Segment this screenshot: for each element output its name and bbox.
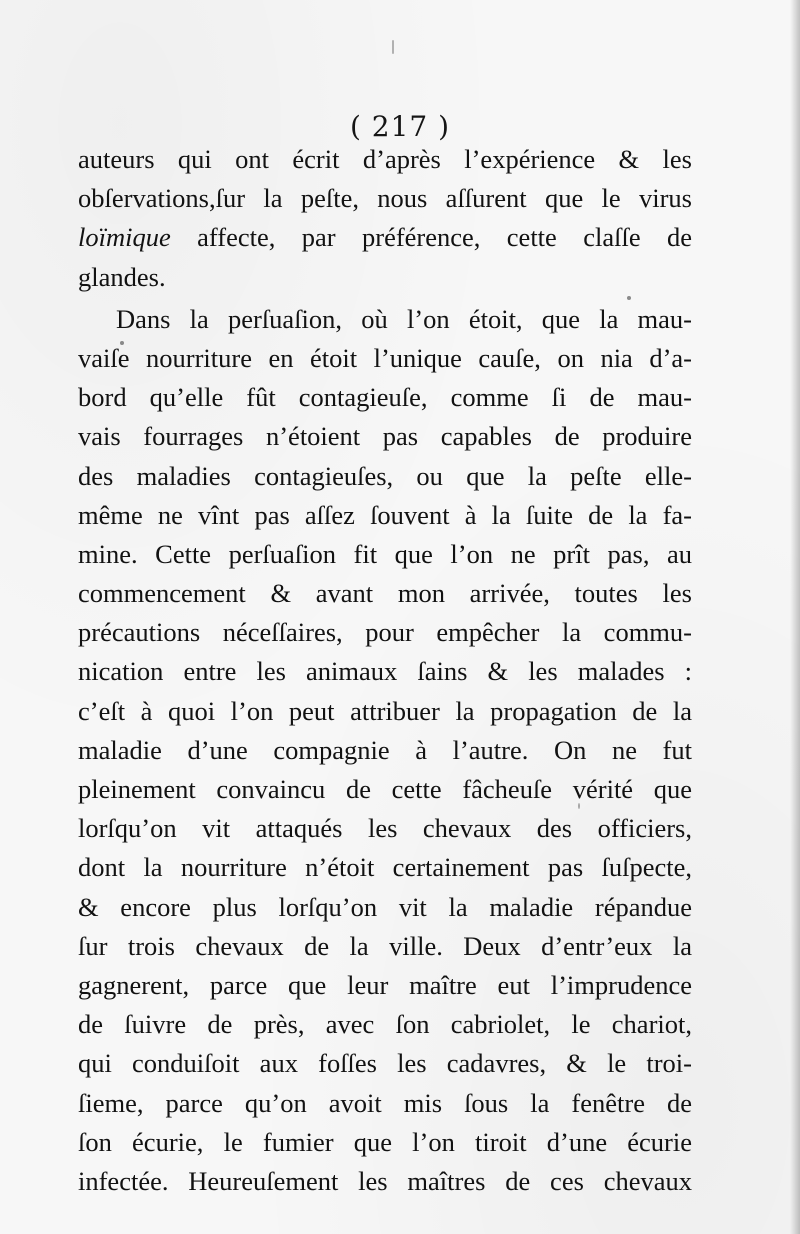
text-line: qui conduiſoit aux foſſes les cadavres, & le troi- [78, 1048, 692, 1079]
paragraph-start-line: Dans la perſuaſion, où l’on étoit, que la mau- [116, 303, 692, 334]
text-line: bord qu’elle fût contagieuſe, comme ſi de mau- [78, 382, 692, 413]
text-line: de ſuivre de près, avec ſon cabriolet, le chariot, [78, 1009, 692, 1040]
text-line: précautions néceſſaires, pour empêcher la commu- [78, 617, 692, 648]
text-line [78, 218, 692, 257]
text-line: commencement & avant mon arrivée, toutes les [78, 578, 692, 609]
text-line: auteurs qui ont écrit d’après l’expérience & les [78, 144, 692, 174]
text-line: c’eſt à quoi l’on peut attribuer la propagation de la [78, 695, 692, 726]
text-line: vais fourrages n’étoient pas capables de produire [78, 421, 692, 452]
text-line: nication entre les animaux ſains & les malades : [78, 656, 692, 687]
page-edge-shadow [790, 0, 800, 1234]
ink-speck [392, 40, 394, 54]
body-text [78, 140, 692, 1201]
text-run: affecte, par préférence, cette claſſe de [170, 222, 692, 253]
text-line: maladie d’une compagnie à l’autre. On ne fut [78, 734, 692, 765]
text-line: gagnerent, parce que leur maître eut l’imprudence [78, 969, 692, 1000]
text-line: lorſqu’on vit attaqués les chevaux des officiers, [78, 813, 692, 844]
text-line: même ne vînt pas aſſez ſouvent à la ſuite de la fa- [78, 499, 692, 530]
text-line: dont la nourriture n’étoit certainement pas ſuſpecte, [78, 852, 692, 883]
text-line: ſon écurie, le fumier que l’on tiroit d’une écurie [78, 1126, 692, 1157]
text-line: des maladies contagieuſes, ou que la peſte elle- [78, 460, 692, 491]
text-line: obſervations,ſur la peſte, nous aſſurent que le virus [78, 183, 692, 214]
italic-word: loïmique [78, 222, 171, 253]
text-line: ſieme, parce qu’on avoit mis ſous la fenêtre de [78, 1087, 692, 1118]
text-line: infectée. Heureuſement les maîtres de ces chevaux [78, 1165, 692, 1196]
paragraph-end-line: glandes. [78, 261, 166, 292]
text-line: mine. Cette perſuaſion fit que l’on ne prît pas, au [78, 538, 692, 569]
text-line: ſur trois chevaux de la ville. Deux d’entr’eux la [78, 930, 692, 961]
text-line: vaiſe nourriture en étoit l’unique cauſe, on nia d’a- [78, 342, 692, 373]
page-number: ( 217 ) [349, 110, 451, 143]
text-line: & encore plus lorſqu’on vit la maladie répandue [78, 891, 692, 922]
text-line: pleinement convaincu de cette fâcheuſe vérité que [78, 774, 692, 804]
